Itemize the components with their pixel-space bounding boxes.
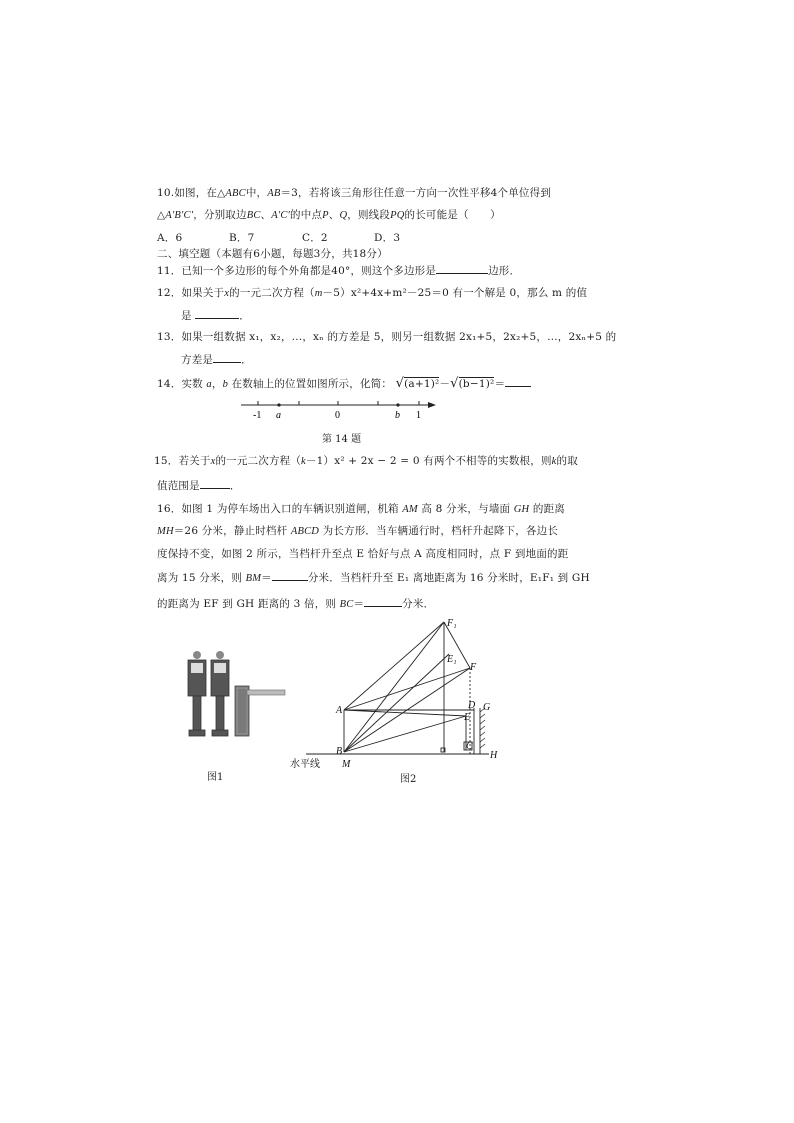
label-E: E bbox=[464, 712, 471, 723]
figure-2-diagram bbox=[284, 612, 514, 772]
q16-line5: 的距离为 EF 到 GH 距离的 3 倍，则 BC＝ 分米． bbox=[157, 598, 435, 610]
label-ground-line: 水平线 bbox=[290, 759, 320, 770]
q16-line2: MH＝26 分米，静止时档杆 ABCD 为长方形．当车辆通行时，档杆升起降下，各边长 bbox=[157, 525, 559, 537]
figure-2-caption: 图2 bbox=[400, 774, 417, 785]
label-M: M bbox=[342, 759, 351, 770]
label-A: A bbox=[336, 705, 343, 716]
q16-line4: 离为 15 分米，则 BM＝ 分米．当档杆升至 E₁ 离地距离为 16 分米时，E₁F₁ 到 GH bbox=[157, 572, 590, 584]
q12-line2: 是 ． bbox=[181, 310, 250, 322]
q11: 11．已知一个多边形的每个外角都是40°，则这个多边形是 边形． bbox=[157, 265, 521, 277]
label-B: B bbox=[336, 746, 343, 757]
label-C: C bbox=[466, 741, 473, 752]
label-D: D bbox=[468, 700, 476, 711]
q15-line2: 值范围是 ． bbox=[157, 480, 241, 492]
label-F1: F₁ bbox=[447, 618, 457, 629]
q16-line3: 度保持不变，如图 2 所示，当档杆升至点 E 恰好与点 A 高度相同时，点 F 到地面的距 bbox=[157, 548, 569, 560]
q10-option-b: B．7 bbox=[229, 232, 255, 244]
q14-line: 14．实数 a，b 在数轴上的位置如图所示，化简： √(a+1)²－√(b−1)²＝ bbox=[157, 376, 531, 392]
q13-line1: 13．如果一组数据 x₁，x₂，…，xₙ 的方差是 5，则另一组数据 2x₁+5，2x₂+5，…，2xₙ+5 的 bbox=[157, 331, 617, 343]
tick-label-zero: 0 bbox=[335, 410, 340, 421]
q13-line2: 方差是 ． bbox=[181, 354, 252, 366]
q10-line2: △A′B′C′，分别取边BC、A′C′的中点P、Q，则线段PQ的长可能是（ ） bbox=[157, 209, 501, 221]
point-label-a: a bbox=[276, 410, 281, 421]
q12-line1: 12．如果关于x的一元二次方程（m－5）x²+4x+m²－25＝0 有一个解是 0，那么 m 的值 bbox=[157, 287, 588, 299]
q10-option-d: D．3 bbox=[374, 232, 401, 244]
number-line bbox=[236, 396, 442, 422]
q14-caption: 第 14 题 bbox=[322, 434, 362, 445]
figure-1-gate-photo bbox=[180, 648, 292, 742]
q10-option-c: C．2 bbox=[302, 232, 328, 244]
tick-label-minus-one: -1 bbox=[253, 410, 262, 421]
section-heading: 二、填空题（本题有6小题，每题3分，共18分） bbox=[157, 248, 388, 260]
figure-1-caption: 图1 bbox=[207, 772, 224, 783]
q15-line1: 15．若关于x的一元二次方程（k－1）x² + 2x − 2 = 0 有两个不相等的实数根，则k的取 bbox=[154, 455, 578, 467]
q10-line1: 10.如图，在△ABC中，AB＝3，若将该三角形往任意一方向一次性平移4个单位得到 bbox=[157, 187, 552, 199]
q10-option-a: A．6 bbox=[157, 232, 183, 244]
q16-line1: 16．如图 1 为停车场出入口的车辆识别道闸，机箱 AM 高 8 分米，与墙面 GH 的距离 bbox=[157, 503, 565, 515]
label-F: F bbox=[470, 662, 477, 673]
label-E1: E₁ bbox=[447, 654, 457, 665]
point-label-b: b bbox=[395, 410, 400, 421]
label-H: H bbox=[490, 750, 498, 761]
label-G: G bbox=[483, 702, 491, 713]
tick-label-one: 1 bbox=[416, 410, 421, 421]
